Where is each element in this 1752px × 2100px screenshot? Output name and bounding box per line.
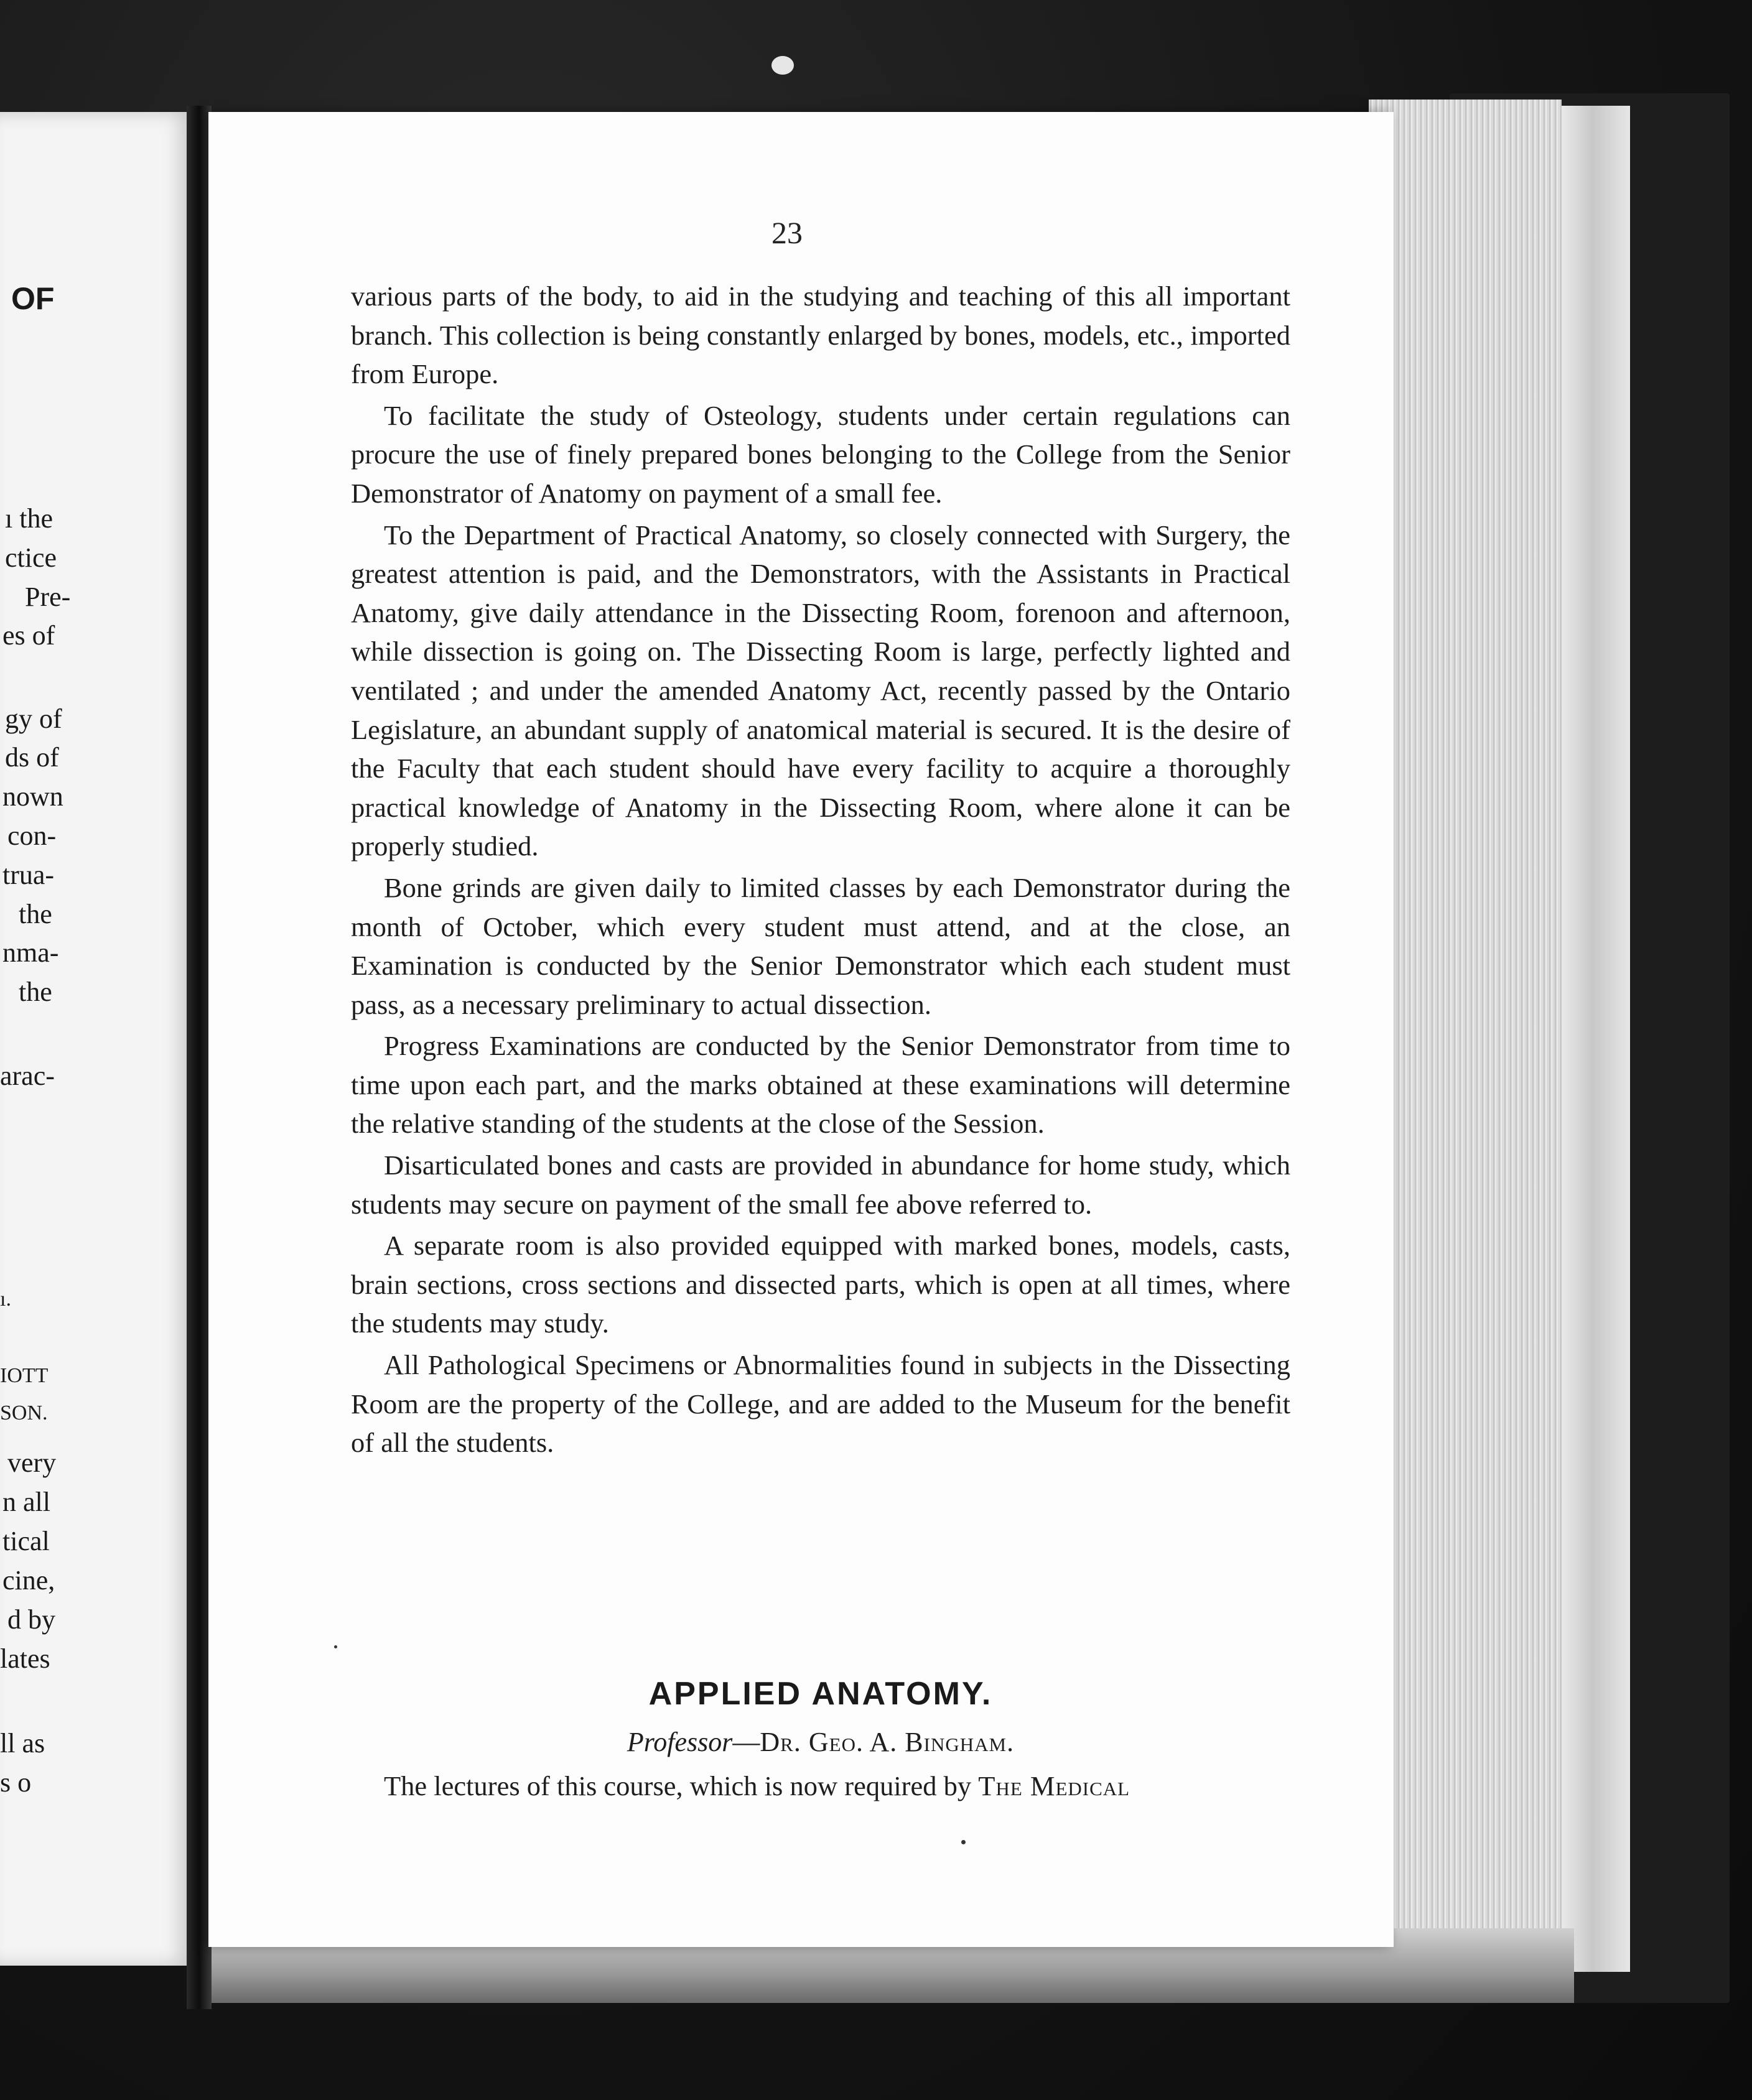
paragraph-pathological-specimens: All Pathological Specimens or Abnormalities found in subjects in the Dissecting Room are the property of the College, and are added to the Museum for the benefit of all the students. bbox=[351, 1349, 1290, 1459]
left-page-fragment: gy of bbox=[5, 704, 62, 734]
paragraph-bone-grinds: Bone grinds are given daily to limited classes by each Demonstrator during the month of October, which every student must attend, and at the close, an Examination is conducted by the Senior Demonstrator which each student must pass, as a necessary preliminary to actual dissection. bbox=[351, 871, 1290, 1020]
page-edges bbox=[1369, 100, 1562, 1966]
applied-anatomy-first-line bbox=[384, 1770, 1290, 1802]
paragraph-collection-continued: various parts of the body, to aid in the studying and teaching of this all important branch. This collection is being constantly enlarged by bones, models, etc., imported from Europe. bbox=[351, 281, 1290, 390]
ink-speck bbox=[334, 1645, 337, 1648]
paragraph-separate-room: A separate room is also provided equipped with marked bones, models, casts, brain sections, cross sections and dissected parts, which is open at all times, where the students may study. bbox=[351, 1230, 1290, 1339]
left-page-fragment: ds of bbox=[5, 742, 59, 773]
left-page-fragment: es of bbox=[2, 620, 55, 651]
professor-line bbox=[351, 1726, 1290, 1758]
left-page-fragment: nma- bbox=[2, 937, 59, 968]
paragraph-practical-anatomy: To the Department of Practical Anatomy, so closely connected with Surgery, the greatest attention is paid, and the Demonstrators, with the Assistants in Practical Anatomy, give daily attendance in the Dissecting Room, forenoon and afternoon, while dissection is going on. The Dissecting Room is large, perfectly lighted and ventilated ; and under the amended Anatomy Act, recently passed by the Ontario Legislature, an abundant supply of anatomical material is secured. It is the desire of the Faculty that each student should have every facility to acquire a thoroughly practical knowledge of Anatomy in the Dissecting Room, where alone it can be properly studied. bbox=[351, 519, 1290, 862]
left-page-fragment: very bbox=[7, 1447, 57, 1478]
ink-speck bbox=[961, 1840, 966, 1844]
section-heading: APPLIED ANATOMY. bbox=[648, 1676, 993, 1712]
left-page-fragment: ı the bbox=[5, 503, 53, 534]
book-spine bbox=[187, 106, 212, 2009]
left-page-fragment: ctice bbox=[5, 542, 57, 573]
left-page-fragment: OF bbox=[11, 281, 55, 316]
left-page-fragment: n all bbox=[2, 1487, 50, 1517]
left-page-fragment: con- bbox=[7, 820, 57, 851]
left-page-fragment: trua- bbox=[2, 860, 55, 890]
left-page-fragment: s o bbox=[0, 1767, 32, 1798]
applied-anatomy-text: The lectures of this course, which is now required by bbox=[384, 1770, 979, 1801]
applied-anatomy-caps: The Medical bbox=[978, 1770, 1130, 1801]
professor-dash: — bbox=[732, 1727, 760, 1757]
paragraph-progress-examinations: Progress Examinations are conducted by the Senior Demonstrator from time to time upon each part, and the marks obtained at these examinations will determine the relative standing of the students at the close of the Session. bbox=[351, 1030, 1290, 1140]
left-page-fragment: ı. bbox=[0, 1288, 11, 1311]
paragraph-disarticulated-bones: Disarticulated bones and casts are provided in abundance for home study, which students may secure on payment of the small fee above referred to. bbox=[351, 1150, 1290, 1220]
left-page-fragment: d by bbox=[7, 1604, 55, 1635]
left-page-fragment: Pre- bbox=[25, 582, 71, 612]
left-page-fragment: IOTT bbox=[0, 1364, 49, 1387]
left-page-fragment: SON. bbox=[0, 1401, 48, 1424]
left-page-fragment: lates bbox=[0, 1643, 50, 1674]
professor-role: Professor bbox=[627, 1727, 733, 1757]
left-page-fragment: tical bbox=[2, 1526, 50, 1556]
paragraph-osteology: To facilitate the study of Osteology, students under certain regulations can procure the use of finely prepared bones belonging to the College from the Senior Demonstrator of Anatomy on payment of a small fee. bbox=[351, 399, 1290, 509]
left-page-fragment: the bbox=[19, 977, 52, 1007]
professor-name: Dr. Geo. A. Bingham. bbox=[760, 1727, 1015, 1757]
left-facing-page bbox=[0, 112, 193, 1966]
left-page-fragment: the bbox=[19, 899, 52, 929]
page-number: 23 bbox=[771, 215, 803, 250]
left-page-fragment: arac- bbox=[0, 1061, 55, 1091]
left-page-fragment: nown bbox=[2, 781, 63, 812]
body-text bbox=[351, 277, 1290, 1465]
left-page-fragment: cine, bbox=[2, 1565, 55, 1596]
debris-speck bbox=[771, 56, 794, 75]
left-page-fragment: ll as bbox=[0, 1728, 45, 1759]
